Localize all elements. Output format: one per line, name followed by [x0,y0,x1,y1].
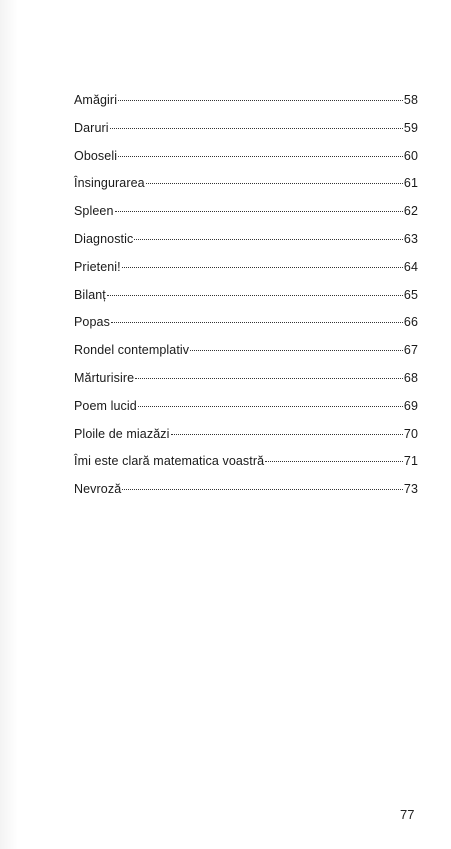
toc-entry-title: Ploile de miazăzi [74,426,170,441]
toc-entry-page: 58 [403,93,418,107]
toc-entry-page: 71 [403,454,418,469]
toc-entry-title: Bilanț [74,287,106,302]
toc-leader-dots [265,461,403,462]
toc-entry-title: Însingurarea [74,176,145,191]
toc-entry-page: 61 [403,176,418,191]
toc-entry-page: 73 [403,482,418,497]
toc-entry-title: Popas [74,315,110,330]
toc-leader-dots [115,211,403,212]
toc-leader-dots [122,267,403,268]
page-number: 77 [400,807,415,822]
toc-leader-dots [138,406,403,407]
toc-entry [74,175,418,203]
toc-leader-dots [134,239,403,240]
toc-entry-title: Rondel contemplativ [74,343,190,358]
toc-leader-dots [190,350,403,351]
toc-leader-dots [107,295,403,296]
toc-entry-page: 69 [403,398,418,413]
toc-entry-page: 62 [403,204,418,219]
toc-entry [74,259,418,287]
toc-entry [74,342,418,370]
toc-entry-title: Diagnostic [74,231,134,246]
toc-entry [74,287,418,315]
toc-entry [74,92,418,120]
toc-entry-title: Îmi este clară matematica voastră [74,454,265,469]
table-of-contents [74,92,418,509]
toc-entry [74,426,418,454]
toc-leader-dots [146,183,403,184]
toc-entry-title: Poem lucid [74,398,137,413]
toc-entry [74,398,418,426]
toc-entry-page: 64 [403,259,418,274]
toc-entry [74,314,418,342]
toc-leader-dots [118,100,403,101]
toc-leader-dots [171,434,403,435]
toc-entry [74,203,418,231]
toc-entry-page: 63 [403,231,418,246]
toc-entry [74,120,418,148]
toc-entry [74,231,418,259]
toc-leader-dots [111,322,403,323]
toc-leader-dots [118,156,403,157]
toc-entry-title: Oboseli [74,148,118,163]
toc-entry-title: Amăgiri [74,93,118,107]
toc-entry-title: Prieteni! [74,259,121,274]
toc-entry-page: 67 [403,343,418,358]
toc-leader-dots [135,378,403,379]
toc-entry-page: 59 [403,120,418,135]
toc-entry-title: Nevroză [74,482,122,497]
toc-entry [74,370,418,398]
toc-entry-title: Mărturisire [74,370,135,385]
toc-entry-page: 68 [403,370,418,385]
toc-entry [74,481,418,509]
toc-entry-page: 66 [403,315,418,330]
toc-entry-title: Daruri [74,120,109,135]
toc-entry [74,148,418,176]
toc-entry-page: 70 [403,426,418,441]
toc-entry-page: 60 [403,148,418,163]
toc-leader-dots [110,128,403,129]
toc-entry [74,453,418,481]
toc-entry-page: 65 [403,287,418,302]
toc-leader-dots [122,489,403,490]
toc-entry-title: Spleen [74,204,114,219]
